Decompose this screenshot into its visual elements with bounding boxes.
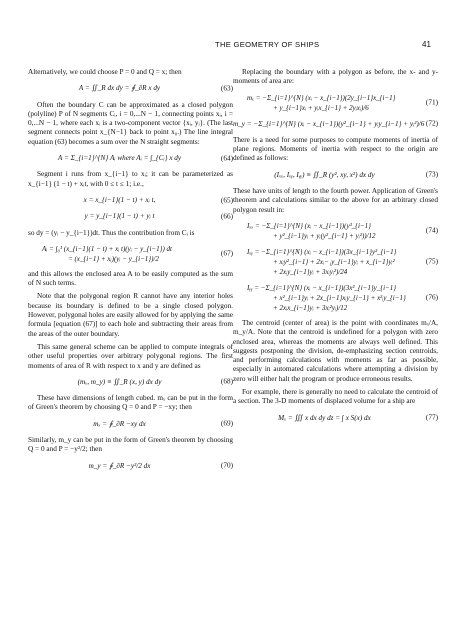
equation <box>233 120 438 129</box>
equation-body: A = ∬_R dx dy = ∮_∂R x dy <box>78 84 161 93</box>
equation <box>28 378 233 387</box>
equation-number: (71) <box>425 97 438 106</box>
equation-line: + 2xᵢy_{i−1}yᵢ + 3xᵢyᵢ²)/24 <box>273 267 348 276</box>
equation <box>28 420 233 429</box>
equation-body: Mₓ = ∭ x dx dy dz = ∫ x S(x) dx <box>278 413 371 422</box>
equation-line: Iᵧᵧ = −Σ_{i=1}^{N} (xᵢ − x_{i−1})(3x²_{i−1}y_{i−1} <box>247 283 397 292</box>
paragraph: For example, there is generally no need to calculate the centroid of a section. The 3-D moments of displaced volume for a ship are <box>233 388 438 406</box>
equation-line: + 2xᵢx_{i−1}yᵢ + 3xᵢ²yᵢ)/12 <box>273 303 348 312</box>
equation-block <box>233 283 438 313</box>
running-header <box>0 40 465 54</box>
equation-number: (76) <box>425 293 438 302</box>
equation <box>233 171 438 180</box>
paragraph: Note that the polygonal region R cannot have any interior holes because its boundary is defined to be a single closed polygon. However, polygonal holes are easily allowed for by applying the same formula [equation (67)] to each hole and subtracting their areas from the areas of the outer boundary. <box>28 292 233 338</box>
equation <box>28 462 233 471</box>
equation-number: (70) <box>220 461 233 470</box>
equation-body: x = x_{i−1}(1 − t) + xᵢ t, <box>83 195 156 204</box>
equation-number: (75) <box>425 257 438 266</box>
equation-line: + y_{i−1}xᵢ + yᵢx_{i−1} + 2yᵢxᵢ)/6 <box>273 103 369 112</box>
paragraph: Often the boundary C can be approximated as a closed polygon (polyline) P of N segments Cᵢ, i = 0,...N − 1, connecting points xᵢ, i = 0,...N − 1, where each xᵢ is a two-component vector {xᵢ, yᵢ}. (The last segment connects point x_{N−1} back to point x₀.) The line integral equation (63) becomes a sum over the N straight segments: <box>28 100 233 146</box>
equation-number: (77) <box>425 413 438 422</box>
equation-line: Iₓₓ = −Σ_{i=1}^{N} (xᵢ − x_{i−1})(y³_{i−1} <box>247 221 371 230</box>
equation-number: (69) <box>220 419 233 428</box>
equation <box>28 84 233 93</box>
equation <box>28 212 233 221</box>
equation-block <box>233 247 438 277</box>
equation-line: Aᵢ = ∫₀¹ (x_{i−1}(1 − t) + xᵢ t)(yᵢ − y_{i−1}) dt <box>42 244 172 253</box>
equation-line: = (x_{i−1} + xᵢ)(yᵢ − y_{i−1})/2 <box>68 254 159 263</box>
equation-line: + xᵢy²_{i−1} + 2xᵢ−₁y_{i−1}yᵢ + x_{i−1}yᵢ² <box>273 257 395 266</box>
paragraph: Segment i runs from x_{i−1} to xᵢ; it can be parameterized as x_{i−1} (1 − t) + xᵢt, with 0 ≤ t ≤ 1; i.e., <box>28 170 233 188</box>
paragraph: Similarly, m_y can be put in the form of Green's theorem by choosing Q = 0 and P = −y²/2; then <box>28 436 233 454</box>
equation-number: (67) <box>220 249 233 258</box>
equation-body: m_y = −Σ_{i=1}^{N} (xᵢ − x_{i−1})(y²_{i−1} + yᵢy_{i−1} + yᵢ²)/6 <box>233 119 425 128</box>
paragraph: These have dimensions of length cubed. mₓ can be put in the form of Green's theorem by choosing Q = 0 and P = −xy; then <box>28 394 233 412</box>
paragraph: This same general scheme can be applied to compute integrals of other useful properties over arbitrary polygonal regions. The first moments of area of R with respect to x and y are defined as <box>28 342 233 370</box>
equation-body: mₓ = ∮_∂R −xy dx <box>93 419 146 428</box>
page-number: 41 <box>422 40 431 49</box>
equation-number: (74) <box>425 226 438 235</box>
equation-number: (64) <box>220 154 233 163</box>
equation-line: + y²_{i−1}yᵢ + yᵢ(y²_{i−1} + yᵢ²))/12 <box>273 231 376 240</box>
paragraph: Alternatively, we could choose P = 0 and Q = x; then <box>28 68 182 76</box>
equation-number: (63) <box>220 84 233 93</box>
equation-body: (Iₓₓ, Iₓᵧ, Iᵧᵧ) ≡ ∬_R (y², xy, x²) dx dy <box>274 170 375 179</box>
equation <box>28 154 233 163</box>
equation-number: (68) <box>220 377 233 386</box>
paragraph: The centroid (center of area) is the point with coordinates mₓ/A, m_y/A. Note that the centroid is undefined for a polygon with zero enclosed area, whereas the moments are always well defined. This suggests postponing the division, de-emphasizing section centroids, and performing calculations with moments as far as possible, especially in automated calculations where attempting a division by zero will either halt the program or produce erroneous results. <box>233 318 438 383</box>
equation-block <box>233 221 438 241</box>
paragraph: and this allows the enclosed area A to be easily computed as the sum of N such terms. <box>28 269 233 288</box>
left-column <box>28 68 233 478</box>
equation-body: (mₓ, m_y) ≡ ∬_R (x, y) dx dy <box>77 377 162 386</box>
equation-number: (73) <box>425 170 438 179</box>
running-title: THE GEOMETRY OF SHIPS <box>215 40 320 49</box>
equation-number: (72) <box>425 119 438 128</box>
equation-number: (66) <box>220 212 233 221</box>
equation-line: Iₓᵧ = −Σ_{i=1}^{N} (xᵢ − x_{i−1})(3x_{i−1}y²_{i−1} <box>247 247 397 256</box>
equation-body: A = Σ_{i=1}^{N} Aᵢ where Aᵢ = ∫_{Cᵢ} x dy <box>57 154 182 163</box>
equation-line: + x²_{i−1}yᵢ + 2x_{i−1}xᵢy_{i−1} + x²ᵢy_{i−1} <box>273 293 406 302</box>
equation <box>28 196 233 205</box>
equation-body: m_y = ∮_∂R −y²/2 dx <box>88 461 151 470</box>
paragraph: Replacing the boundary with a polygon as before, the x- and y-moments of area are: <box>233 68 438 86</box>
equation-block <box>28 244 233 264</box>
right-column <box>233 68 438 430</box>
equation-body: y = y_{i−1}(1 − t) + yᵢ t <box>84 212 155 221</box>
equation-line: mₓ = −Σ_{i=1}^{N} (xᵢ − x_{i−1})(2y_{i−1}x_{i−1} <box>247 93 396 102</box>
paragraph: These have units of length to the fourth power. Application of Green's theorem and calculations similar to the above for an arbitrary closed polygon result in: <box>233 187 438 214</box>
paragraph: so dy = (yᵢ − y_{i−1})dt. Thus the contribution from Cᵢ is <box>28 228 195 237</box>
paragraph: There is a need for some purposes to compute moments of inertia of plane regions. Moments of inertia with respect to the origin are defined as follows: <box>233 135 438 163</box>
equation-block <box>233 93 438 113</box>
equation-number: (65) <box>220 195 233 204</box>
equation <box>233 414 438 423</box>
